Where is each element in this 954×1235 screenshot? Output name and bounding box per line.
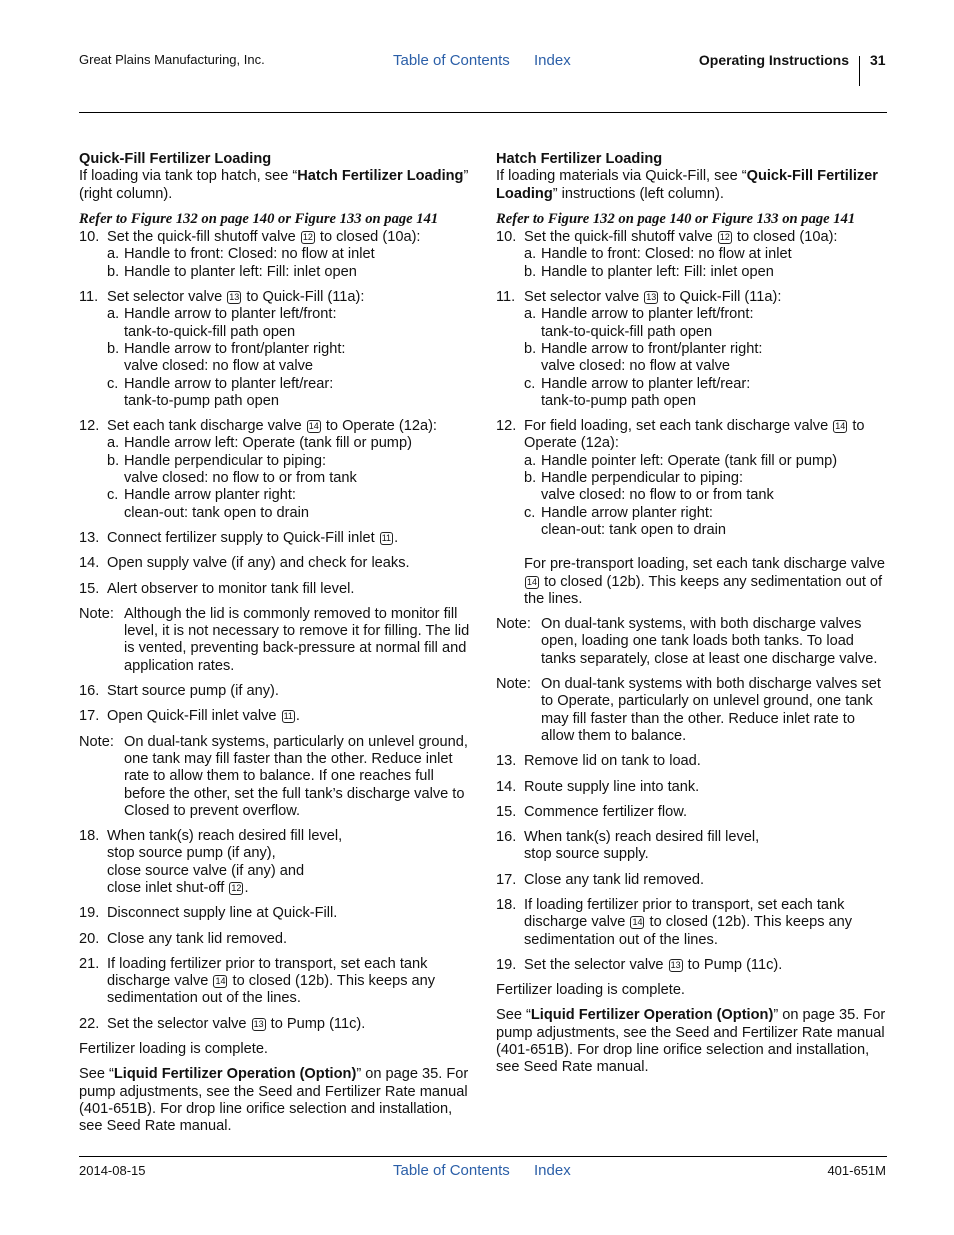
right-step-18: 18. If loading fertilizer prior to transport, set each tank discharge valve 14 to closed (12b). This keeps any sedimentation out of the lines.: [496, 896, 853, 948]
callout-14-icon: 14: [835, 421, 846, 432]
right-see-also: See “Liquid Fertilizer Operation (Option)” on page 35. For pump adjustments, see the Seed and Fertilizer Rate manual (401-651B). For drop line orifice selection and installation, see Seed Rate manual.: [496, 1007, 886, 1076]
right-intro: If loading materials via Quick-Fill, see “Quick-Fill Fertilizer Loading” instructions (left column).: [496, 168, 878, 202]
page-number: 31: [870, 52, 886, 68]
footer-date: 2014-08-15: [79, 1163, 146, 1178]
right-step-19: 19. Set the selector valve 13 to Pump (11c).: [496, 956, 783, 973]
footer-doc-number: 401-651M: [827, 1163, 886, 1178]
right-step-16: 16. When tank(s) reach desired fill level, stop source supply.: [496, 829, 760, 863]
left-step-16: 16. Start source pump (if any).: [79, 683, 279, 700]
left-intro: If loading via tank top hatch, see “Hatch Fertilizer Loading” (right column).: [79, 168, 469, 202]
left-heading: Quick-Fill Fertilizer Loading: [79, 151, 272, 167]
left-step-18: 18. When tank(s) reach desired fill level, stop source pump (if any), close source valve (if any) and close inlet shut-off 12 .: [79, 828, 343, 896]
company-name: Great Plains Manufacturing, Inc.: [79, 52, 265, 67]
left-step-21: 21. If loading fertilizer prior to transport, set each tank discharge valve 14 to closed (12b). This keeps any sedimentation out of the lines.: [79, 955, 436, 1007]
right-note-2: Note: On dual-tank systems with both discharge valves set to Operate, particularly on unlevel ground, one tank may fill faster than the other. Reduce inlet rate to allow them to balance.: [496, 676, 881, 744]
right-note-1: Note: On dual-tank systems, with both discharge valves open, loading one tank loads both tanks. To load tanks separately, close at least one discharge valve.: [496, 616, 878, 667]
left-step-12: 12. Set each tank discharge valve 14 to Operate (12a): a. Handle arrow left: Operate (tank fill or pump) b. Handle perpendicular to piping: valve closed: no flow to or from tank c. Handle arrow planter right: clean-out: tank open to drain: [79, 418, 437, 521]
footer-toc-link[interactable]: Table of Contents: [393, 1162, 510, 1179]
left-see-also: See “Liquid Fertilizer Operation (Option)” on page 35. For pump adjustments, see the Seed and Fertilizer Rate manual (401-651B). For drop line orifice selection and installation, see Seed Rate manual.: [79, 1066, 469, 1135]
callout-14-icon: 14: [215, 976, 226, 987]
callout-12-icon: 12: [302, 232, 313, 243]
callout-11-icon: 11: [381, 532, 392, 543]
callout-14-icon: 14: [527, 576, 538, 587]
left-step-10: 10. Set the quick-fill shutoff valve 12 to closed (10a): a. Handle to front: Closed: no flow at inlet b. Handle to planter left: Fill: inlet open: [79, 229, 421, 280]
callout-13-icon: 13: [670, 959, 681, 970]
left-step-22: 22. Set the selector valve 13 to Pump (11c).: [79, 1015, 366, 1032]
left-note-2: Note: On dual-tank systems, particularly on unlevel ground, one tank may fill faster than the other. Reduce inlet rate to allow them to balance. If one reaches full before the other, set the full tank’s discharge valve to Closed to prevent overflow.: [79, 733, 468, 819]
footer-index-link[interactable]: Index: [534, 1162, 571, 1179]
left-step-14: 14. Open supply valve (if any) and check for leaks.: [79, 555, 410, 572]
header-index-link[interactable]: Index: [534, 52, 571, 69]
header-divider: [859, 56, 860, 86]
left-column: [79, 151, 471, 1144]
header-rule: [79, 112, 887, 113]
section-title: Operating Instructions: [698, 52, 849, 68]
left-step-19: 19. Disconnect supply line at Quick-Fill.: [79, 905, 338, 922]
callout-13-icon: 13: [229, 292, 240, 303]
left-step-11: 11. Set selector valve 13 to Quick-Fill (11a): a. Handle arrow to planter left/front: tank-to-quick-fill path open b. Handle arrow to front/planter right: valve closed: no flow at valve c. Handle arrow to planter left/rear: tank-to-pump path open: [79, 289, 365, 409]
right-step-11: 11. Set selector valve 13 to Quick-Fill (11a): a. Handle arrow to planter left/front: tank-to-quick-fill path open b. Handle arrow to front/planter right: valve closed: no flow at valve c. Handle arrow to planter left/rear: tank-to-pump path open: [496, 289, 782, 409]
footer-rule: [79, 1156, 887, 1157]
callout-11-icon: 11: [283, 711, 293, 722]
left-step-17: 17. Open Quick-Fill inlet valve 11 .: [79, 708, 300, 725]
right-column: [496, 151, 888, 1085]
left-step-20: 20. Close any tank lid removed.: [79, 930, 288, 947]
callout-12-icon: 12: [719, 232, 730, 243]
right-complete: Fertilizer loading is complete.: [496, 982, 685, 999]
header-toc-link[interactable]: Table of Contents: [393, 52, 510, 69]
right-step-14: 14. Route supply line into tank.: [496, 778, 700, 795]
right-step-10: 10. Set the quick-fill shutoff valve 12 to closed (10a): a. Handle to front: Closed: no flow at inlet b. Handle to planter left: Fill: inlet open: [496, 229, 838, 280]
callout-14-icon: 14: [308, 421, 319, 432]
callout-14-icon: 14: [632, 917, 643, 928]
callout-13-icon: 13: [253, 1018, 264, 1029]
left-step-13: 13. Connect fertilizer supply to Quick-Fill inlet 11 .: [79, 529, 399, 546]
right-step-12: 12. For field loading, set each tank discharge valve 14 to Operate (12a): a. Handle pointer left: Operate (tank fill or pump) b. Handle perpendicular to piping: valve closed: no flow to or from tank c. Handle arrow planter right: clean-out: tank open to drain For pre-transport loading, set each tank discharge valve 14 to closed (12b). This keeps any sedimentation out of the lines.: [496, 418, 885, 607]
left-complete: Fertilizer loading is complete.: [79, 1041, 268, 1058]
left-step-15: 15. Alert observer to monitor tank fill level.: [79, 580, 355, 597]
callout-13-icon: 13: [646, 292, 657, 303]
callout-12-icon: 12: [231, 882, 242, 893]
right-heading: Hatch Fertilizer Loading: [496, 151, 663, 167]
left-note-1: Note: Although the lid is commonly removed to monitor fill level, it is not necessary to remove it for filling. The lid is vented, preventing back-pressure at normal fill and application rates.: [79, 605, 470, 674]
left-figure-ref: Refer to Figure 132 on page 140 or Figure 133 on page 141: [79, 210, 439, 227]
right-figure-ref: Refer to Figure 132 on page 140 or Figure 133 on page 141: [496, 210, 856, 227]
right-step-13: 13. Remove lid on tank to load.: [496, 753, 701, 770]
right-step-15: 15. Commence fertilizer flow.: [496, 803, 688, 820]
right-step-17: 17. Close any tank lid removed.: [496, 871, 705, 888]
